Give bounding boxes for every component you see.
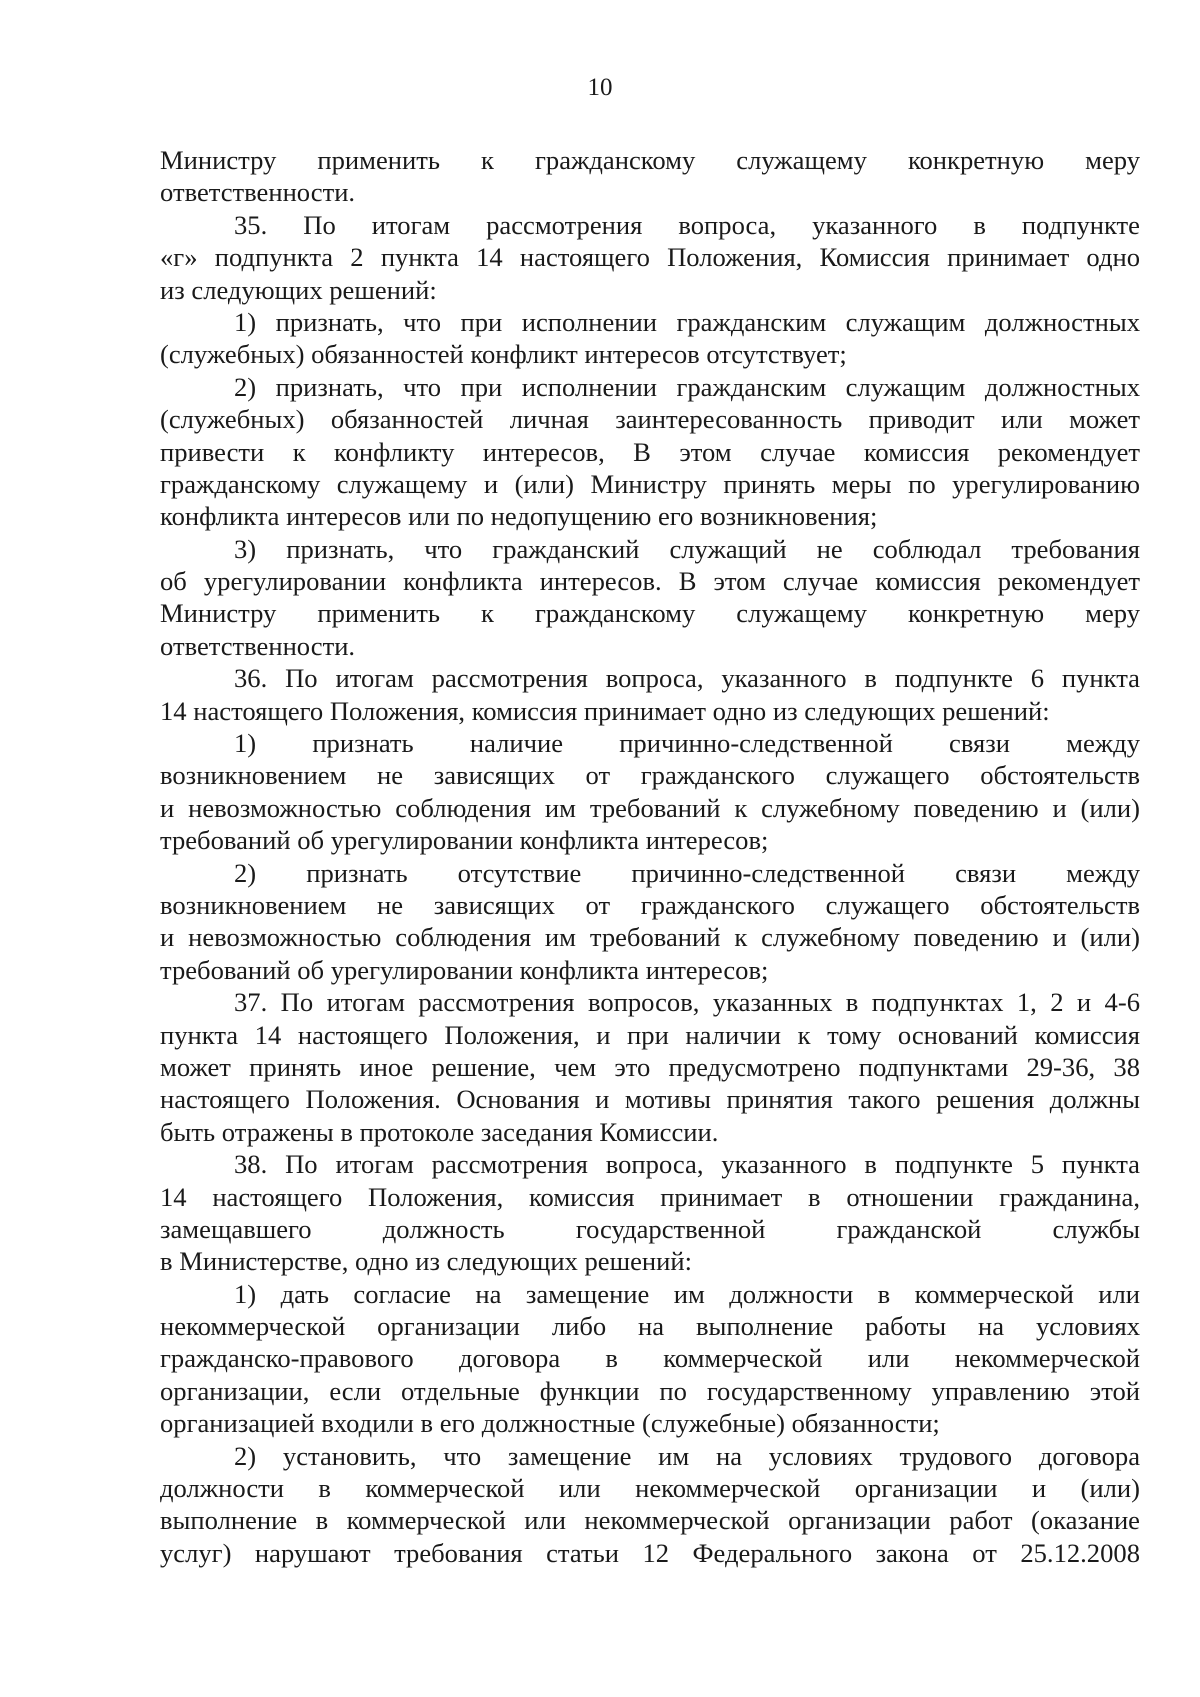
- text-line: 1) признать наличие причинно-следственной связи между: [234, 728, 1140, 759]
- text-line: организации, если отдельные функции по государственному управлению этой: [160, 1375, 1140, 1406]
- text-line: 14 настоящего Положения, комиссия принимает одно из следующих решений:: [160, 695, 1050, 726]
- text-line: замещавшего должность государственной гражданской службы: [160, 1213, 1140, 1244]
- text-line: (служебных) обязанностей личная заинтересованность приводит или может: [160, 404, 1140, 435]
- text-line: выполнение в коммерческой или некоммерческой организации работ (оказание: [160, 1505, 1140, 1536]
- text-line: в Министерстве, одно из следующих решений:: [160, 1246, 692, 1277]
- text-line: возникновением не зависящих от гражданского служащего обстоятельств: [160, 760, 1140, 791]
- text-line: 2) признать отсутствие причинно-следственной связи между: [234, 857, 1140, 888]
- text-line: 2) установить, что замещение им на условиях трудового договора: [234, 1440, 1140, 1471]
- text-line: 3) признать, что гражданский служащий не соблюдал требования: [234, 533, 1140, 564]
- page-number: 10: [587, 74, 613, 101]
- text-line: 1) дать согласие на замещение им должности в коммерческой или: [234, 1278, 1140, 1309]
- text-line: привести к конфликту интересов, В этом случае комиссия рекомендует: [160, 436, 1140, 467]
- text-line: может принять иное решение, чем это предусмотрено подпунктами 29-36, 38: [160, 1051, 1140, 1082]
- text-line: конфликта интересов или по недопущению его возникновения;: [160, 501, 878, 532]
- text-line: из следующих решений:: [160, 274, 437, 305]
- text-line: гражданскому служащему и (или) Министру принять меры по урегулированию: [160, 468, 1140, 499]
- text-line: ответственности.: [160, 177, 356, 208]
- text-line: возникновением не зависящих от гражданского служащего обстоятельств: [160, 889, 1140, 920]
- text-line: 14 настоящего Положения, комиссия принимает в отношении гражданина,: [160, 1181, 1140, 1212]
- text-line: и невозможностью соблюдения им требований к служебному поведению и (или): [160, 922, 1140, 953]
- text-line: быть отражены в протоколе заседания Комиссии.: [160, 1116, 719, 1147]
- text-line: 1) признать, что при исполнении гражданским служащим должностных: [234, 306, 1140, 337]
- text-line: «г» подпункта 2 пункта 14 настоящего Положения, Комиссия принимает одно: [160, 242, 1140, 273]
- text-line: 38. По итогам рассмотрения вопроса, указанного в подпункте 5 пункта: [234, 1149, 1140, 1180]
- text-line: 37. По итогам рассмотрения вопросов, указанных в подпунктах 1, 2 и 4-6: [234, 987, 1140, 1018]
- text-line: требований об урегулировании конфликта интересов;: [160, 954, 769, 985]
- text-line: требований об урегулировании конфликта интересов;: [160, 825, 769, 856]
- text-line: организацией входили в его должностные (служебные) обязанности;: [160, 1408, 940, 1439]
- document-body: [160, 144, 1140, 1569]
- text-line: ответственности.: [160, 630, 356, 661]
- text-line: пункта 14 настоящего Положения, и при наличии к тому оснований комиссия: [160, 1019, 1140, 1050]
- text-line: 2) признать, что при исполнении гражданским служащим должностных: [234, 371, 1140, 402]
- text-line: (служебных) обязанностей конфликт интересов отсутствует;: [160, 339, 847, 370]
- text-line: об урегулировании конфликта интересов. В этом случае комиссия рекомендует: [160, 566, 1140, 597]
- text-line: 35. По итогам рассмотрения вопроса, указанного в подпункте: [234, 209, 1140, 240]
- text-line: Министру применить к гражданскому служащему конкретную меру: [160, 145, 1140, 175]
- text-line: и невозможностью соблюдения им требований к служебному поведению и (или): [160, 792, 1140, 823]
- text-line: настоящего Положения. Основания и мотивы принятия такого решения должны: [160, 1084, 1140, 1115]
- text-line: 36. По итогам рассмотрения вопроса, указанного в подпункте 6 пункта: [234, 663, 1140, 694]
- text-line: Министру применить к гражданскому служащему конкретную меру: [160, 598, 1140, 629]
- text-line: услуг) нарушают требования статьи 12 Федерального закона от 25.12.2008: [160, 1537, 1140, 1568]
- text-line: должности в коммерческой или некоммерческой организации и (или): [160, 1473, 1140, 1504]
- text-line: гражданско-правового договора в коммерческой или некоммерческой: [160, 1343, 1140, 1374]
- text-line: некоммерческой организации либо на выполнение работы на условиях: [160, 1311, 1140, 1342]
